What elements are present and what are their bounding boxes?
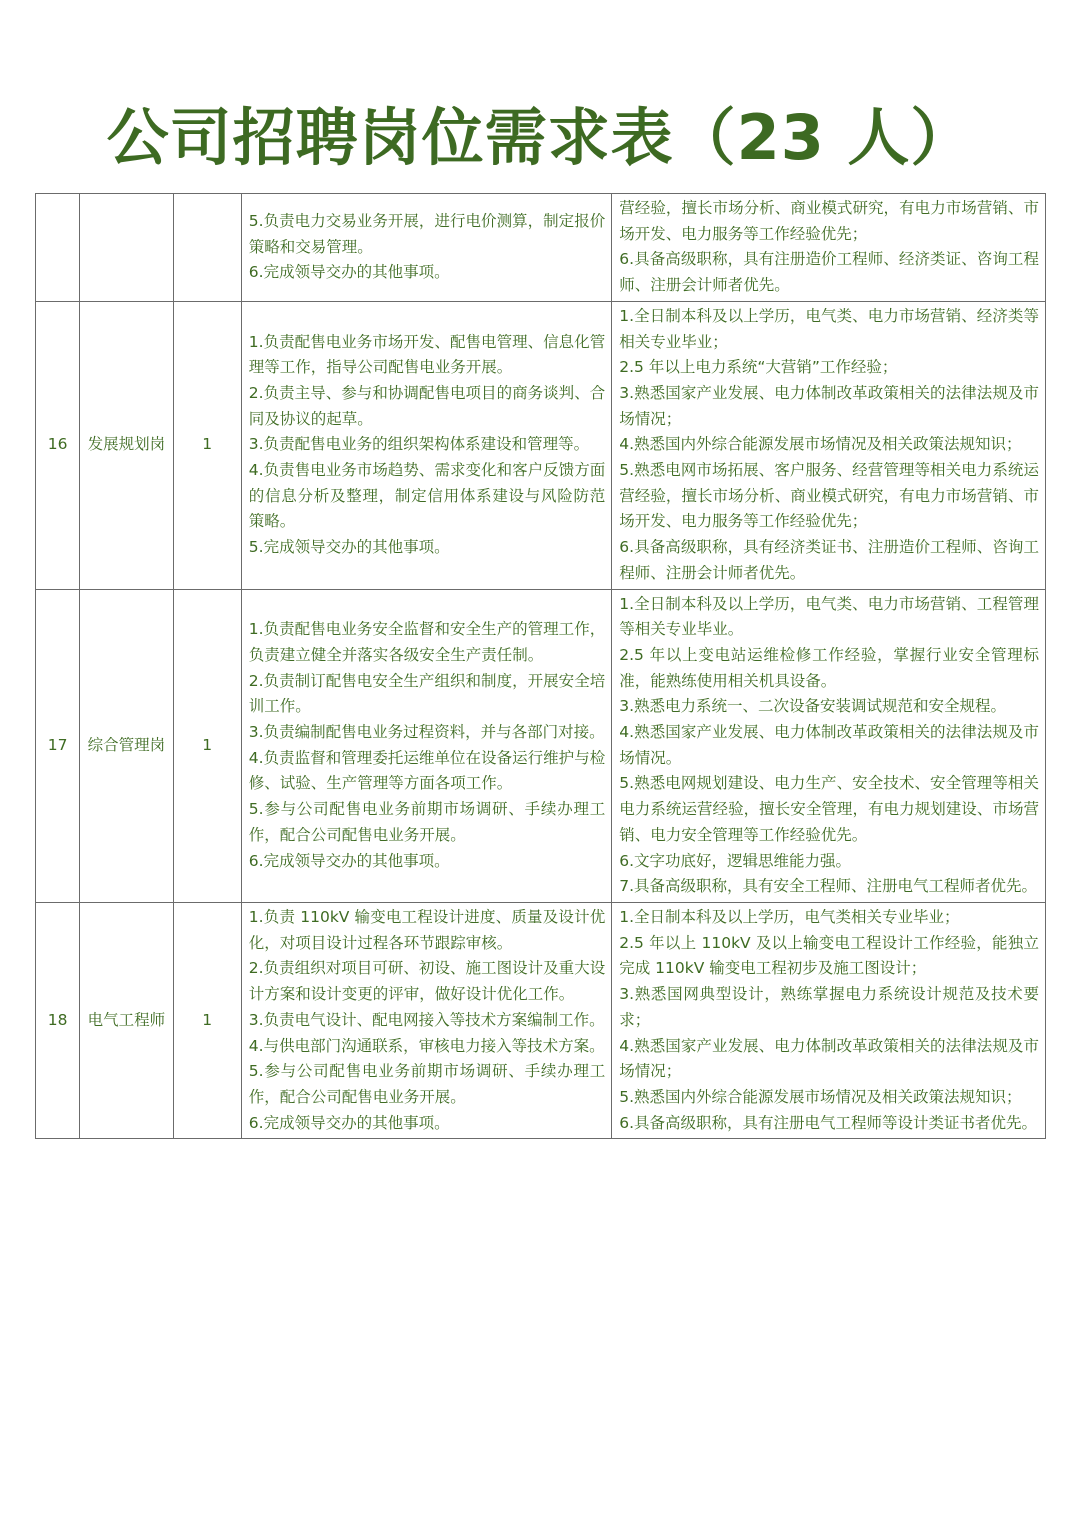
requirement-item: 6.具备高级职称，具有经济类证书、注册造价工程师、咨询工程师、注册会计师者优先。	[619, 538, 1039, 582]
requirement-item: 3.熟悉电力系统一、二次设备安装调试规范和安全规程。	[619, 697, 1007, 716]
cell-duties	[241, 301, 611, 589]
duty-item: 1.负责配售电业务市场开发、配售电管理、信息化管理等工作，指导公司配售电业务开展。	[248, 332, 606, 377]
cell-duties	[241, 902, 611, 1138]
requirement-item: 2.5 年以上变电站运维检修工作经验，掌握行业安全管理标准，能熟练使用相关机具设备。	[619, 645, 1039, 690]
requirement-item: 2.5 年以上电力系统“大营销”工作经验；	[619, 358, 898, 377]
cell-no: 18	[36, 902, 80, 1138]
table-row-18	[36, 902, 1046, 1138]
cell-position: 发展规划岗	[80, 301, 173, 589]
requirement-item: 4.熟悉国家产业发展、电力体制改革政策相关的法律法规及市场情况；	[619, 1036, 1039, 1081]
cell-no: 17	[36, 589, 80, 902]
requirement-item: 2.5 年以上 110kV 及以上输变电工程设计工作经验，能独立完成 110kV 输变电工程初步及施工图设计；	[619, 933, 1039, 978]
requirement-item: 6.文字功底好，逻辑思维能力强。	[619, 851, 852, 870]
table-row-16	[36, 301, 1046, 589]
duty-item: 6.完成领导交办的其他事项。	[248, 263, 450, 282]
duty-item: 4.负责售电业务市场趋势、需求变化和客户反馈方面的信息分析及整理，制定信用体系建设与风险防范策略。	[248, 461, 606, 531]
cell-count	[173, 194, 241, 302]
requirement-item: 5.熟悉国内外综合能源发展市场情况及相关政策法规知识；	[619, 1087, 1022, 1106]
cell-requirements	[612, 902, 1046, 1138]
cell-count: 1	[173, 301, 241, 589]
requirement-item: 3.熟悉国网典型设计，熟练掌握电力系统设计规范及技术要求；	[619, 985, 1039, 1029]
requirement-item: 5.熟悉电网市场拓展、客户服务、经营管理等相关电力系统运营经验，擅长市场分析、商业模式研究，有电力市场营销、市场开发、电力服务等工作经验优先；	[619, 461, 1039, 531]
duty-item: 5.完成领导交办的其他事项。	[248, 538, 450, 557]
cell-requirements	[612, 301, 1046, 589]
duty-item: 3.负责配售电业务的组织架构体系建设和管理等。	[248, 435, 590, 454]
page-title: 公司招聘岗位需求表（23 人）	[106, 101, 974, 174]
cell-requirements	[612, 194, 1046, 302]
cell-duties	[241, 589, 611, 902]
job-requirements-table	[35, 193, 1046, 1139]
requirement-item: 5.熟悉电网规划建设、电力生产、安全技术、安全管理等相关电力系统运营经验，擅长安全管理，有电力规划建设、市场营销、电力安全管理等工作经验优先。	[619, 774, 1039, 844]
duty-item: 2.负责主导、参与和协调配售电项目的商务谈判、合同及协议的起草。	[248, 383, 606, 428]
duty-item: 3.负责电气设计、配电网接入等技术方案编制工作。	[248, 1010, 605, 1029]
requirement-item: 6.具备高级职称，具有注册电气工程师等设计类证书者优先。	[619, 1113, 1038, 1132]
requirement-item: 4.熟悉国内外综合能源发展市场情况及相关政策法规知识；	[619, 435, 1022, 454]
duty-item: 1.负责 110kV 输变电工程设计进度、质量及设计优化，对项目设计过程各环节跟踪审核。	[248, 907, 606, 952]
cell-position: 综合管理岗	[80, 589, 173, 902]
cell-requirements	[612, 589, 1046, 902]
requirement-item: 营经验，擅长市场分析、商业模式研究，有电力市场营销、市场开发、电力服务等工作经验优先；	[619, 199, 1039, 243]
cell-count: 1	[173, 902, 241, 1138]
cell-count: 1	[173, 589, 241, 902]
duty-item: 4.负责监督和管理委托运维单位在设备运行维护与检修、试验、生产管理等方面各项工作。	[248, 748, 606, 793]
table-row-continuation	[36, 194, 1046, 302]
duty-item: 6.完成领导交办的其他事项。	[248, 1113, 450, 1132]
requirement-item: 6.具备高级职称，具有注册造价工程师、经济类证、咨询工程师、注册会计师者优先。	[619, 250, 1039, 295]
duty-item: 3.负责编制配售电业务过程资料，并与各部门对接。	[248, 723, 605, 742]
requirement-item: 7.具备高级职称，具有安全工程师、注册电气工程师者优先。	[619, 877, 1038, 896]
cell-position: 电气工程师	[80, 902, 173, 1138]
cell-no: 16	[36, 301, 80, 589]
cell-no	[36, 194, 80, 302]
duty-item: 1.负责配售电业务安全监督和安全生产的管理工作，负责建立健全并落实各级安全生产责任制。	[248, 620, 606, 664]
duty-item: 4.与供电部门沟通联系，审核电力接入等技术方案。	[248, 1036, 605, 1055]
table-row-17	[36, 589, 1046, 902]
duty-item: 5.参与公司配售电业务前期市场调研、手续办理工作，配合公司配售电业务开展。	[248, 800, 606, 844]
requirement-item: 3.熟悉国家产业发展、电力体制改革政策相关的法律法规及市场情况；	[619, 383, 1039, 428]
duty-item: 5.参与公司配售电业务前期市场调研、手续办理工作，配合公司配售电业务开展。	[248, 1062, 606, 1106]
requirement-item: 4.熟悉国家产业发展、电力体制改革政策相关的法律法规及市场情况。	[619, 723, 1039, 767]
duty-item: 6.完成领导交办的其他事项。	[248, 851, 450, 870]
requirement-item: 1.全日制本科及以上学历，电气类、电力市场营销、工程管理等相关专业毕业。	[619, 594, 1039, 639]
cell-position	[80, 194, 173, 302]
duty-item: 5.负责电力交易业务开展，进行电价测算，制定报价策略和交易管理。	[248, 211, 606, 256]
duty-item: 2.负责制订配售电安全生产组织和制度，开展安全培训工作。	[248, 671, 606, 716]
requirement-item: 1.全日制本科及以上学历，电气类、电力市场营销、经济类等相关专业毕业；	[619, 306, 1039, 351]
duty-item: 2.负责组织对项目可研、初设、施工图设计及重大设计方案和设计变更的评审，做好设计优化工作。	[248, 959, 606, 1004]
requirement-item: 1.全日制本科及以上学历，电气类相关专业毕业；	[619, 907, 960, 926]
cell-duties	[241, 194, 611, 302]
